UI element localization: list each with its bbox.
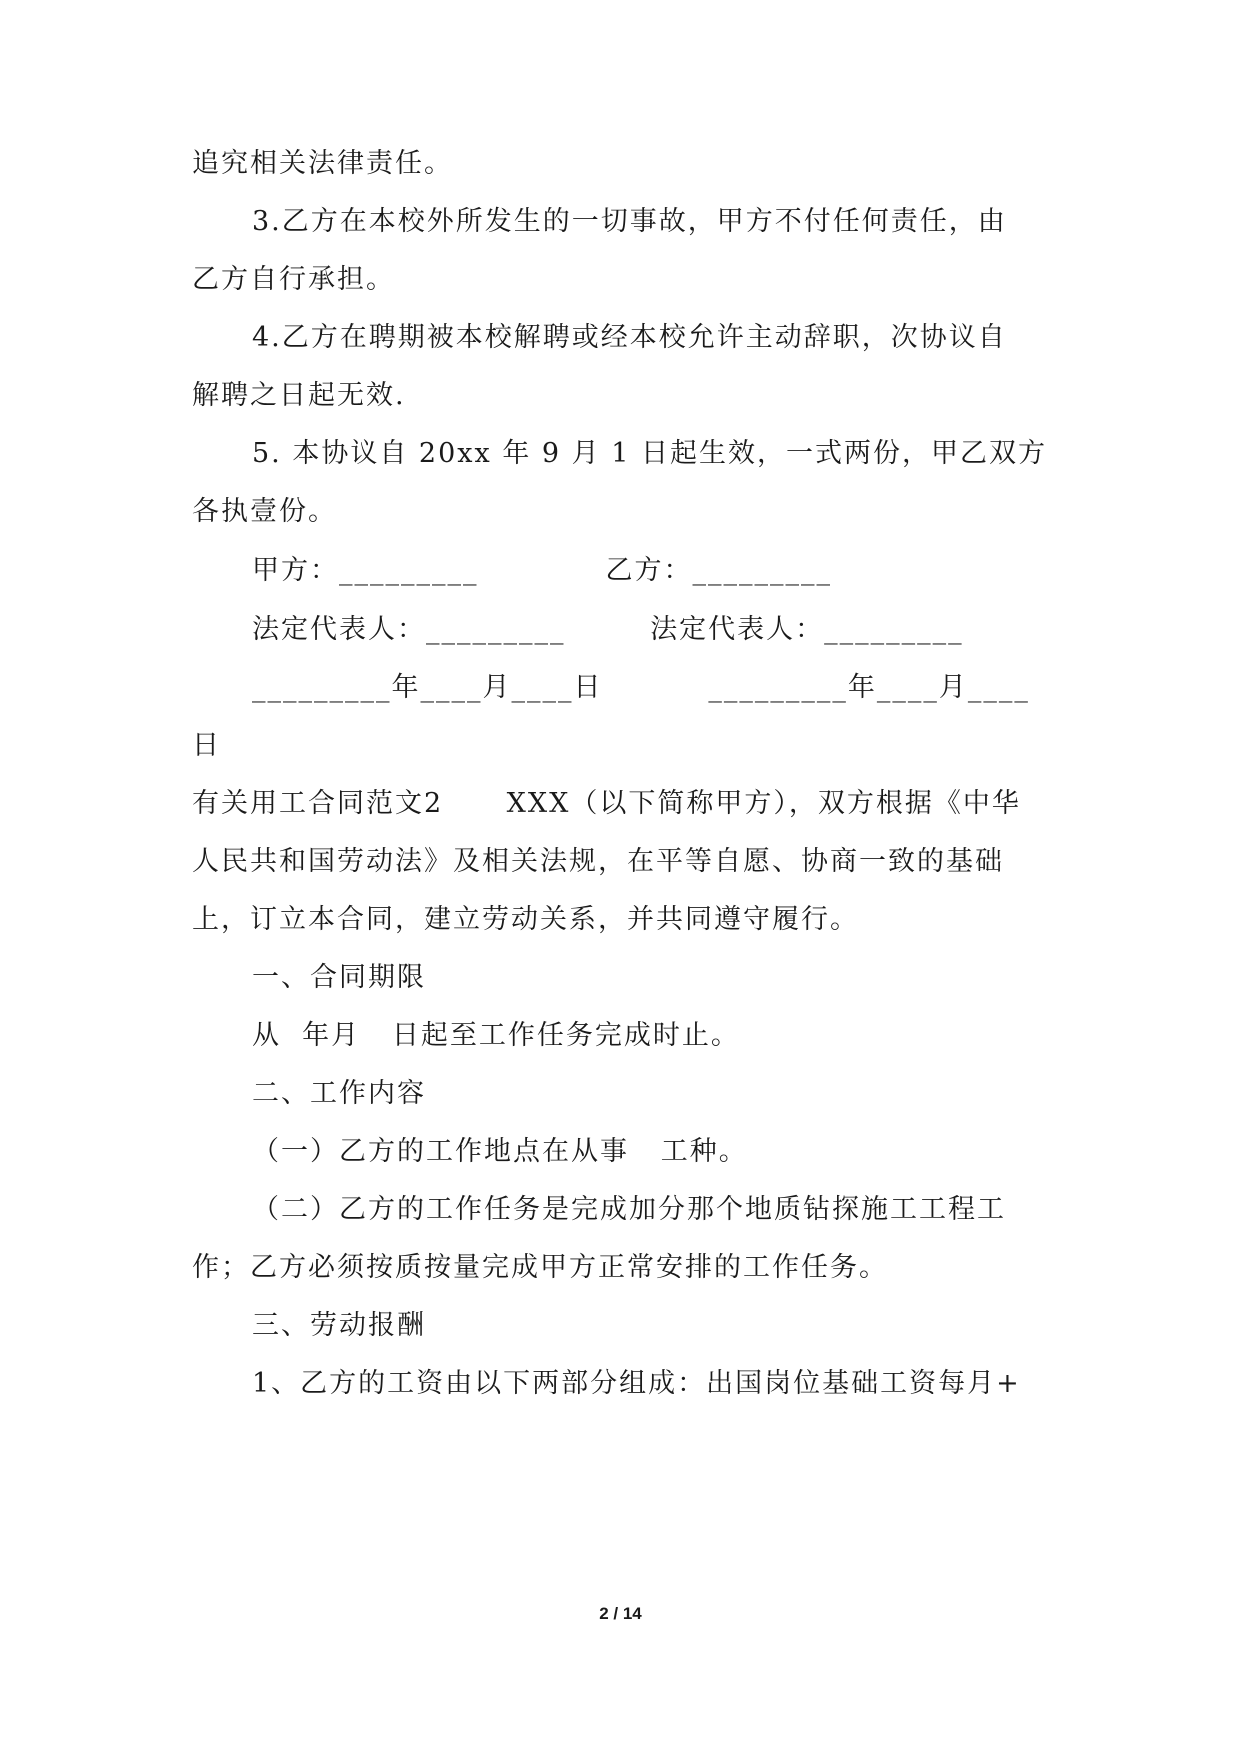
section-heading-line: 有关用工合同范文2 XXX（以下简称甲方），双方根据《中华 bbox=[192, 788, 1021, 819]
paragraph-line: 各执壹份。 bbox=[192, 496, 337, 527]
paragraph-line: 人民共和国劳动法》及相关法规，在平等自愿、协商一致的基础 bbox=[192, 846, 1004, 877]
paragraph-line: 追究相关法律责任。 bbox=[192, 148, 453, 179]
paragraph-line: 日 bbox=[192, 730, 221, 761]
paragraph-line: （二）乙方的工作任务是完成加分那个地质钻探施工工程工 bbox=[252, 1194, 1006, 1225]
paragraph-line: 解聘之日起无效. bbox=[192, 380, 406, 411]
paragraph-line: 乙方自行承担。 bbox=[192, 264, 395, 295]
page-number: 2 / 14 bbox=[599, 1604, 642, 1623]
paragraph-line: 上，订立本合同，建立劳动关系，并共同遵守履行。 bbox=[192, 904, 859, 935]
paragraph-line: 1、乙方的工资由以下两部分组成：出国岗位基础工资每月+ bbox=[252, 1368, 1021, 1399]
paragraph-line: 作；乙方必须按质按量完成甲方正常安排的工作任务。 bbox=[192, 1252, 888, 1283]
paragraph-line: （一）乙方的工作地点在从事 工种。 bbox=[252, 1136, 748, 1167]
signature-representative-line: 法定代表人：_________ 法定代表人：_________ bbox=[252, 614, 964, 645]
signature-party-line: 甲方：_________ 乙方：_________ bbox=[252, 555, 832, 586]
clause-heading: 二、工作内容 bbox=[252, 1078, 426, 1109]
paragraph-line: 4.乙方在聘期被本校解聘或经本校允许主动辞职，次协议自 bbox=[252, 322, 1007, 353]
clause-heading: 三、劳动报酬 bbox=[252, 1310, 426, 1341]
paragraph-line: 从 年月 日起至工作任务完成时止。 bbox=[252, 1020, 740, 1051]
signature-date-line: _________年____月____日 _________年____月____ bbox=[252, 672, 1030, 703]
clause-heading: 一、合同期限 bbox=[252, 962, 426, 993]
paragraph-line: 5. 本协议自 20xx 年 9 月 1 日起生效，一式两份，甲乙双方 bbox=[252, 438, 1048, 469]
paragraph-line: 3.乙方在本校外所发生的一切事故，甲方不付任何责任，由 bbox=[252, 206, 1007, 237]
